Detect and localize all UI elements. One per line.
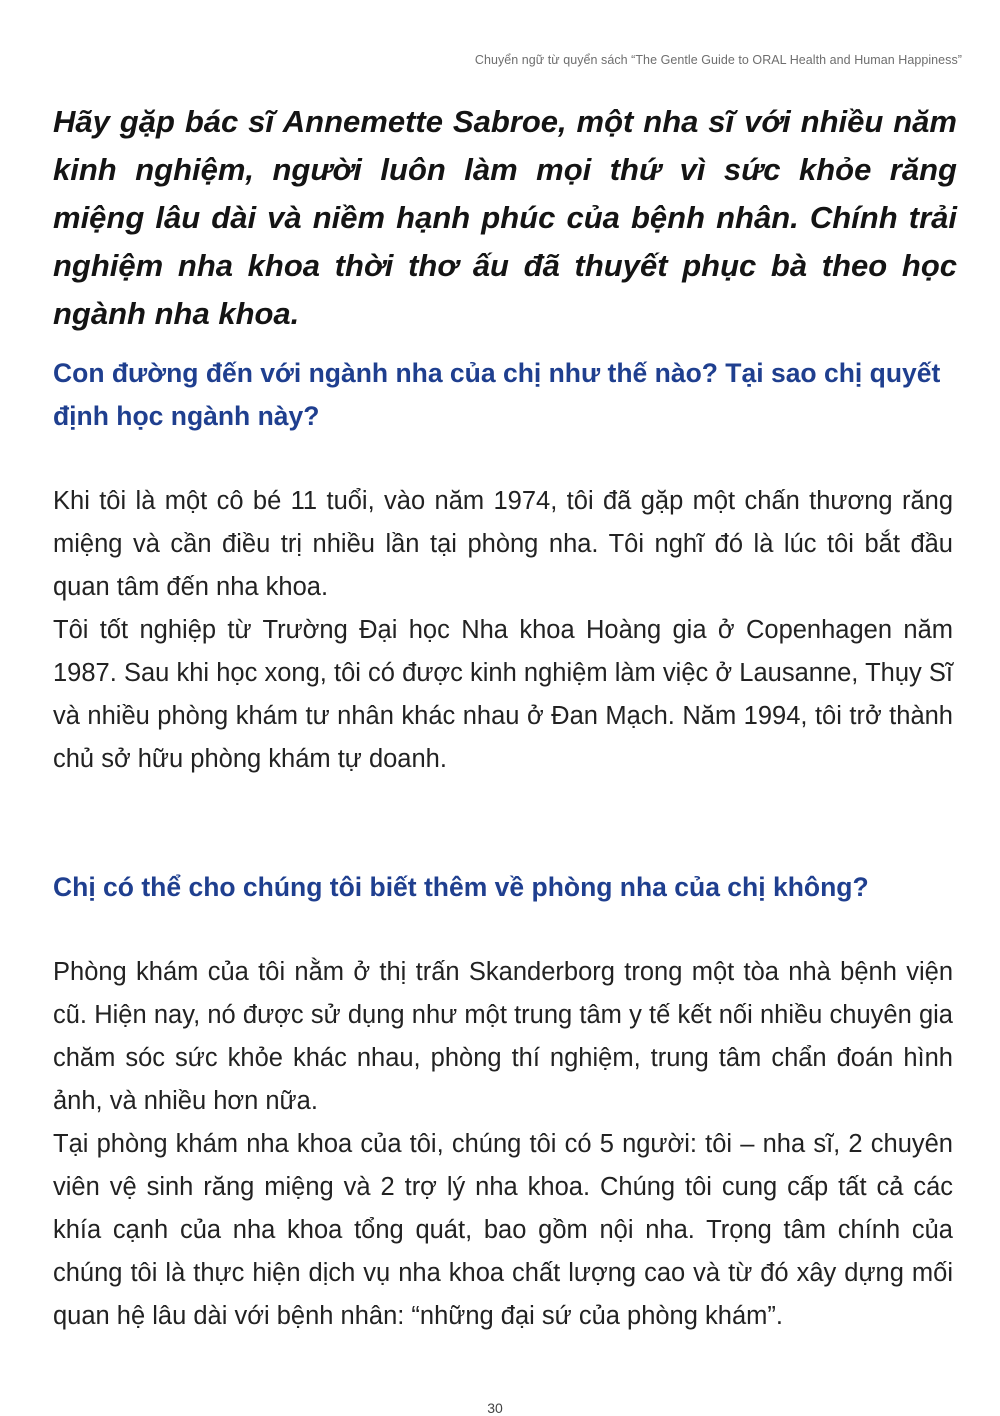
intro-paragraph: Hãy gặp bác sĩ Annemette Sabroe, một nha sĩ với nhiều năm kinh nghiệm, người luôn làm mọi thứ vì sức khỏe răng miệng lâu dài và niềm hạnh phúc của bệnh nhân. Chính trải nghiệm nha khoa thời thơ ấu đã thuyết phục bà theo học ngành nha khoa. [53, 104, 957, 331]
answer-block [53, 480, 953, 781]
answer-paragraph: Tôi tốt nghiệp từ Trường Đại học Nha khoa Hoàng gia ở Copenhagen năm 1987. Sau khi học xong, tôi có được kinh nghiệm làm việc ở Lausanne, Thụy Sĩ và nhiều phòng khám tư nhân khác nhau ở Đan Mạch. Năm 1994, tôi trở thành chủ sở hữu phòng khám tự doanh. [53, 616, 953, 773]
answer-paragraph: Tại phòng khám nha khoa của tôi, chúng tôi có 5 người: tôi – nha sĩ, 2 chuyên viên vệ sinh răng miệng và 2 trợ lý nha khoa. Chúng tôi cung cấp tất cả các khía cạnh của nha khoa tổng quát, bao gồm nội nha. Trọng tâm chính của chúng tôi là thực hiện dịch vụ nha khoa chất lượng cao và từ đó xây dựng mối quan hệ lâu dài với bệnh nhân: “những đại sứ của phòng khám”. [53, 1130, 953, 1330]
question-heading: Con đường đến với ngành nha của chị như thế nào? Tại sao chị quyết định học ngành này? [53, 358, 941, 431]
answer-paragraph: Phòng khám của tôi nằm ở thị trấn Skanderborg trong một tòa nhà bệnh viện cũ. Hiện nay, nó được sử dụng như một trung tâm y tế kết nối nhiều chuyên gia chăm sóc sức khỏe khác nhau, phòng thí nghiệm, trung tâm chẩn đoán hình ảnh, và nhiều hơn nữa. [53, 958, 953, 1115]
page-number: 30 [487, 1400, 503, 1416]
answer-block [53, 951, 953, 1338]
question-heading: Chị có thể cho chúng tôi biết thêm về phòng nha của chị không? [53, 872, 869, 902]
source-note: Chuyển ngữ từ quyển sách “The Gentle Guide to ORAL Health and Human Happiness” [474, 53, 962, 67]
answer-paragraph: Khi tôi là một cô bé 11 tuổi, vào năm 1974, tôi đã gặp một chấn thương răng miệng và cần điều trị nhiều lần tại phòng nha. Tôi nghĩ đó là lúc tôi bắt đầu quan tâm đến nha khoa. [53, 487, 953, 601]
